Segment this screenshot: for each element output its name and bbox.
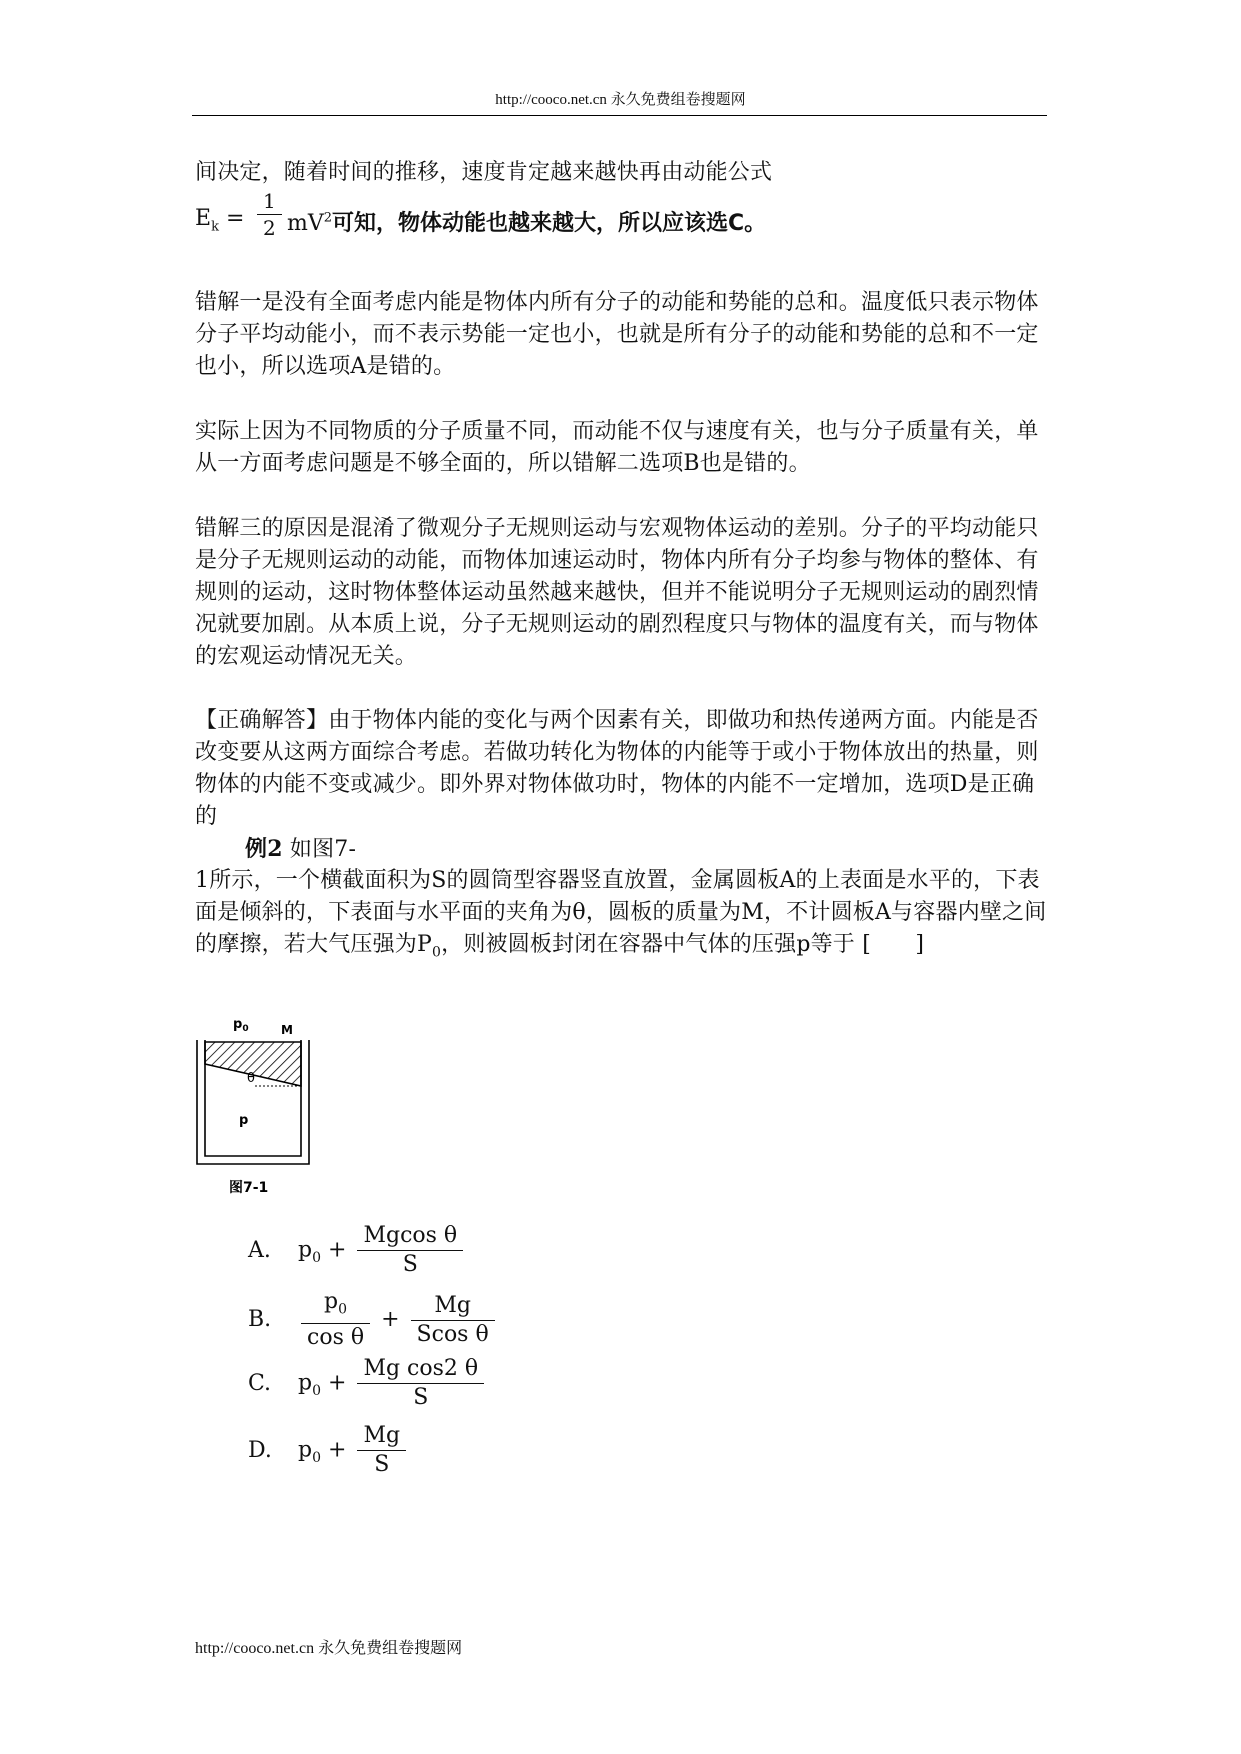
page-footer bbox=[195, 1635, 462, 1658]
header-rule bbox=[192, 115, 1047, 116]
label-p: p bbox=[239, 1113, 249, 1128]
option-b-num1-sub: 0 bbox=[338, 1301, 348, 1318]
formula-fraction bbox=[257, 188, 282, 241]
option-b-num1: p bbox=[324, 1289, 339, 1314]
formula-num: 1 bbox=[257, 188, 282, 215]
example-body: 1所示，一个横截面积为S的圆筒型容器竖直放置，金属圆板A的上表面是水平的，下表面是倾斜的，下表面与水平面的夹角为θ，圆板的质量为M，不计圆板A与容器内壁之间的摩擦，若大气压强为P bbox=[195, 868, 1047, 957]
footer-text: http://cooco.net.cn 永久免费组卷搜题网 bbox=[195, 1640, 463, 1657]
label-p0: $p_0$ bbox=[233, 1017, 249, 1034]
option-a-plus: + bbox=[328, 1237, 347, 1263]
option-b-den1: cos θ bbox=[307, 1325, 365, 1351]
option-b-den2: Scos θ bbox=[416, 1321, 489, 1347]
paragraph-5: 【正确解答】由于物体内能的变化与两个因素有关，即做功和热传递两方面。内能是否改变要从这两方面综合考虑。若做功转化为物体的内能等于或小于物体放出的热量，则物体的内能不变或减少。即外界对物体做功时，物体的内能不一定增加，选项D是正确的 bbox=[195, 708, 1039, 829]
option-d-num: Mg bbox=[357, 1422, 406, 1451]
option-c-letter: C. bbox=[248, 1370, 272, 1396]
option-c bbox=[248, 1355, 488, 1412]
option-b-letter: B. bbox=[248, 1307, 272, 1333]
kinetic-energy-formula bbox=[195, 190, 895, 246]
option-d-den: S bbox=[374, 1452, 390, 1477]
container-diagram bbox=[195, 1012, 325, 1202]
option-d-plus: + bbox=[328, 1437, 347, 1463]
option-a-sub: 0 bbox=[312, 1249, 322, 1266]
option-d bbox=[248, 1422, 410, 1479]
formula-rest-sup: 2 bbox=[323, 210, 333, 226]
label-theta: θ bbox=[247, 1071, 255, 1086]
option-b-num2: Mg bbox=[411, 1292, 495, 1321]
example-intro: 如图7- bbox=[282, 837, 357, 862]
option-c-den: S bbox=[413, 1385, 429, 1410]
option-d-sub: 0 bbox=[312, 1449, 322, 1466]
page-header bbox=[0, 88, 1241, 109]
option-b-fraction-2 bbox=[411, 1292, 495, 1349]
option-a-den: S bbox=[402, 1252, 418, 1277]
option-c-sub: 0 bbox=[312, 1382, 322, 1399]
option-c-p0: p bbox=[298, 1370, 313, 1396]
option-d-p0: p bbox=[298, 1437, 313, 1463]
example-text bbox=[195, 865, 1055, 968]
figure-caption: 图7-1 bbox=[229, 1180, 269, 1196]
option-a bbox=[248, 1222, 467, 1279]
option-c-plus: + bbox=[328, 1370, 347, 1396]
paragraph-1: 间决定，随着时间的推移，速度肯定越来越快再由动能公式 bbox=[195, 160, 773, 185]
option-b bbox=[248, 1288, 499, 1352]
header-text: http://cooco.net.cn 永久免费组卷搜题网 bbox=[495, 92, 746, 108]
formula-rest: mV bbox=[287, 211, 324, 236]
example-label: 例2 bbox=[245, 836, 283, 862]
option-c-num: Mg cos2 θ bbox=[357, 1355, 484, 1384]
paragraph-3: 实际上因为不同物质的分子质量不同，而动能不仅与速度有关，也与分子质量有关，单从一方面考虑问题是不够全面的，所以错解二选项B也是错的。 bbox=[195, 419, 1039, 476]
example-heading bbox=[245, 833, 1105, 866]
option-d-letter: D. bbox=[248, 1437, 272, 1463]
example-body-sub: 0 bbox=[432, 944, 442, 961]
figure-7-1 bbox=[195, 1012, 325, 1206]
paragraph-2: 错解一是没有全面考虑内能是物体内所有分子的动能和势能的总和。温度低只表示物体分子平均动能小，而不表示势能一定也小，也就是所有分子的动能和势能的总和不一定也小，所以选项A是错的。 bbox=[195, 290, 1039, 379]
option-b-plus: + bbox=[381, 1307, 400, 1333]
option-d-fraction bbox=[357, 1422, 406, 1479]
formula-eq: = bbox=[218, 206, 245, 231]
option-a-num: Mgcos θ bbox=[357, 1222, 463, 1251]
formula-lhs: E bbox=[195, 206, 212, 231]
option-c-fraction bbox=[357, 1355, 484, 1412]
option-b-fraction-1 bbox=[301, 1288, 370, 1352]
label-m: M bbox=[281, 1023, 293, 1037]
formula-tail: 可知，物体动能也越来越大，所以应该选C。 bbox=[332, 211, 767, 236]
formula-den: 2 bbox=[263, 216, 276, 240]
paragraph-4: 错解三的原因是混淆了微观分子无规则运动与宏观物体运动的差别。分子的平均动能只是分子无规则运动的动能，而物体加速运动时，物体内所有分子均参与物体的整体、有规则的运动，这时物体整体运动虽然越来越快，但并不能说明分子无规则运动的剧烈情况就要加剧。从本质上说，分子无规则运动的剧烈程度只与物体的温度有关，而与物体的宏观运动情况无关。 bbox=[195, 516, 1039, 669]
option-a-letter: A. bbox=[248, 1237, 271, 1263]
option-a-p0: p bbox=[298, 1237, 313, 1263]
example-body-tail: ，则被圆板封闭在容器中气体的压强p等于 [ ] bbox=[441, 932, 925, 957]
formula-lhs-sub: k bbox=[211, 219, 219, 235]
option-a-fraction bbox=[357, 1222, 463, 1279]
